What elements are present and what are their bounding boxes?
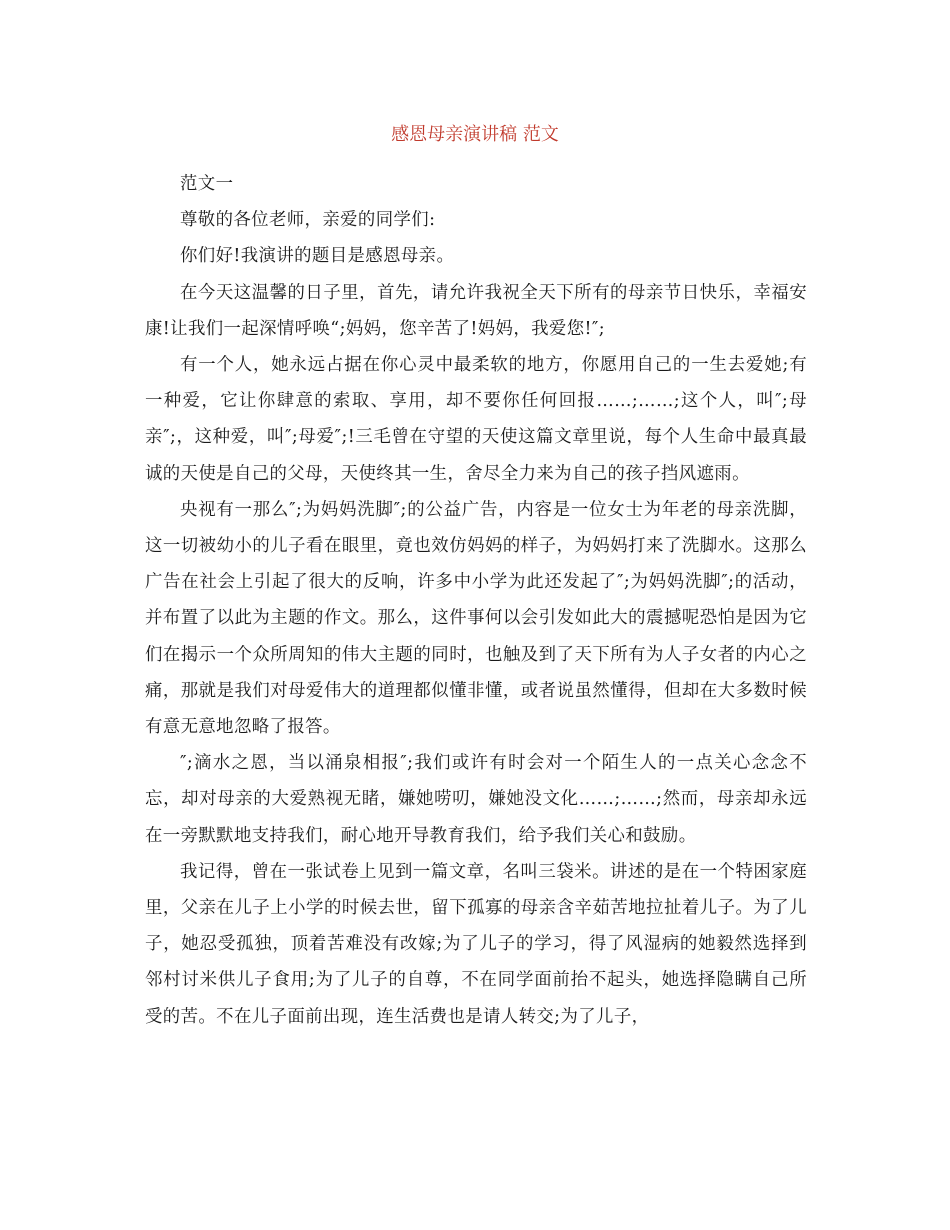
paragraph: 我记得，曾在一张试卷上见到一篇文章，名叫三袋米。讲述的是在一个特困家庭里，父亲在儿子上小学的时候去世，留下孤寡的母亲含辛茹苦地拉扯着儿子。为了儿子，她忍受孤独，顶着苦难没有改嫁;为了儿子的学习，得了风湿病的她毅然选择到邻村讨米供儿子食用;为了儿子的自尊，不在同学面前抬不起头，她选择隐瞒自己所受的苦。不在儿子面前出现，连生活费也是请人转交;为了儿子， [145, 861, 807, 1027]
paragraph: ″;滴水之恩，当以涌泉相报″;我们或许有时会对一个陌生人的一点关心念念不忘，却对母亲的大爱熟视无睹，嫌她唠叨，嫌她没文化……;……;然而，母亲却永远在一旁默默地支持我们，耐心地开导教育我们，给予我们关心和鼓励。 [145, 753, 807, 846]
paragraph: 有一个人，她永远占据在你心灵中最柔软的地方，你愿用自己的一生去爱她;有一种爱，它让你肆意的索取、享用，却不要你任何回报……;……;这个人，叫″;母亲″;，这种爱，叫″;母爱″;!三毛曾在守望的天使这篇文章里说，每个人生命中最真最诚的天使是自己的父母，天使终其一生，舍尽全力来为自己的孩子挡风遮雨。 [145, 355, 807, 484]
paragraph: 范文一 [180, 174, 234, 194]
paragraph: 尊敬的各位老师，亲爱的同学们: [180, 210, 436, 231]
paragraph: 央视有一那么″;为妈妈洗脚″;的公益广告，内容是一位女士为年老的母亲洗脚，这一切被幼小的儿子看在眼里，竟也效仿妈妈的样子，为妈妈打来了洗脚水。这那么广告在社会上引起了很大的反响，许多中小学为此还发起了″;为妈妈洗脚″;的活动，并布置了以此为主题的作文。那么，这件事何以会引发如此大的震撼呢恐怕是因为它们在揭示一个众所周知的伟大主题的同时，也触及到了天下所有为人子女者的内心之痛，那就是我们对母爱伟大的道理都似懂非懂，或者说虽然懂得，但却在大多数时候有意无意地忽略了报答。 [145, 499, 807, 738]
document-title: 感恩母亲演讲稿 范文 [391, 124, 559, 145]
document-body [145, 166, 807, 1035]
paragraph: 在今天这温馨的日子里，首先，请允许我祝全天下所有的母亲节日快乐，幸福安康!让我们一起深情呼唤“;妈妈，您辛苦了!妈妈，我爱您!″; [145, 282, 807, 339]
paragraph: 你们好!我演讲的题目是感恩母亲。 [180, 246, 455, 267]
